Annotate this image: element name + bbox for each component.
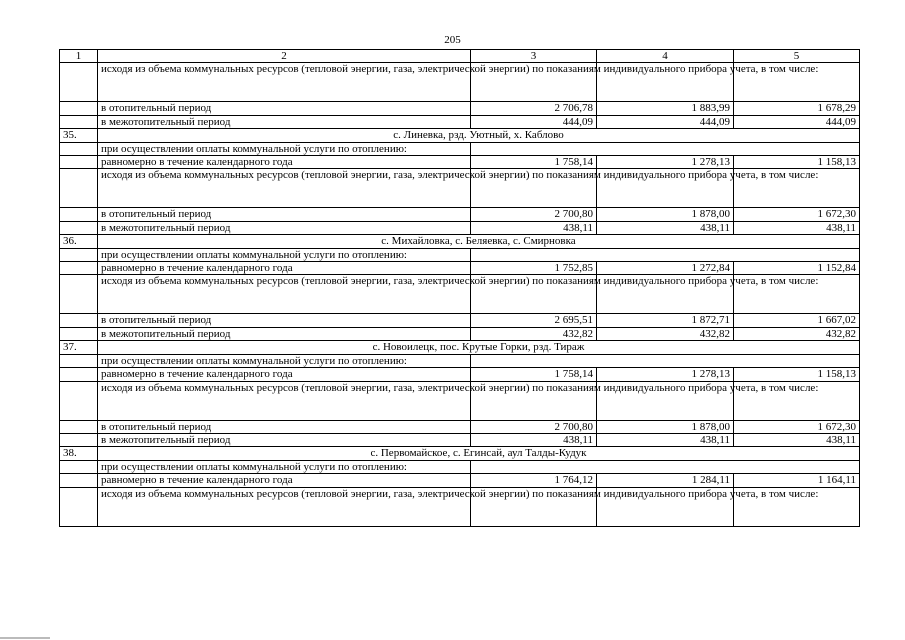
- value-col5: 444,09: [734, 115, 860, 128]
- row-number: 35.: [60, 129, 98, 142]
- header-cell-2: 2: [98, 50, 471, 63]
- row-label: в межотопительный период: [98, 327, 471, 340]
- value-col5: 1 672,30: [734, 420, 860, 433]
- table-row: [60, 156, 860, 169]
- value-col5: 438,11: [734, 433, 860, 446]
- row-label: в отопительный период: [98, 314, 471, 327]
- empty-cell: [471, 248, 860, 261]
- value-col3: 2 700,80: [471, 420, 597, 433]
- header-row: [60, 50, 860, 63]
- header-cell-1: 1: [60, 50, 98, 63]
- table-row: [60, 208, 860, 221]
- table-row: [60, 314, 860, 327]
- empty-cell: [471, 142, 860, 155]
- value-col4: 1 878,00: [597, 208, 734, 221]
- section-row: [60, 235, 860, 248]
- locality-heading: с. Первомайское, с. Егинсай, аул Талды-Кудук: [98, 447, 860, 460]
- tariff-table: [59, 49, 860, 527]
- value-col5: 1 158,13: [734, 368, 860, 381]
- row-label: равномерно в течение календарного года: [98, 368, 471, 381]
- empty-cell: [471, 460, 860, 473]
- value-col5: 1 152,84: [734, 262, 860, 275]
- subheading-row: [60, 248, 860, 261]
- table-row: [60, 474, 860, 487]
- table-row: [60, 262, 860, 275]
- subheading-row: [60, 142, 860, 155]
- value-col3: 1 758,14: [471, 156, 597, 169]
- row-label: исходя из объема коммунальных ресурсов (тепловой энергии, газа, электрической энергии) по показаниям индивидуального прибора учета, в том числе:: [98, 275, 471, 314]
- table-row: [60, 420, 860, 433]
- locality-heading: с. Михайловка, с. Беляевка, с. Смирновка: [98, 235, 860, 248]
- table-row: [60, 327, 860, 340]
- method-row: [60, 275, 860, 314]
- row-number: [60, 354, 98, 367]
- row-number: [60, 262, 98, 275]
- locality-heading: с. Линевка, рзд. Уютный, х. Каблово: [98, 129, 860, 142]
- row-label: равномерно в течение календарного года: [98, 474, 471, 487]
- row-number: [60, 487, 98, 526]
- row-number: [60, 275, 98, 314]
- table-row: [60, 368, 860, 381]
- row-label: при осуществлении оплаты коммунальной услуги по отоплению:: [98, 248, 471, 261]
- value-col4: 1 883,99: [597, 102, 734, 115]
- row-number: [60, 248, 98, 261]
- table-row: [60, 221, 860, 234]
- row-number: [60, 420, 98, 433]
- value-col4: 438,11: [597, 221, 734, 234]
- table-row: [60, 115, 860, 128]
- value-col3: 2 695,51: [471, 314, 597, 327]
- value-col4: 1 278,13: [597, 156, 734, 169]
- row-label: в межотопительный период: [98, 115, 471, 128]
- section-row: [60, 447, 860, 460]
- method-row: [60, 63, 860, 102]
- header-cell-4: 4: [597, 50, 734, 63]
- row-label: равномерно в течение календарного года: [98, 262, 471, 275]
- value-col5: 1 158,13: [734, 156, 860, 169]
- value-col5: 432,82: [734, 327, 860, 340]
- row-label: при осуществлении оплаты коммунальной услуги по отоплению:: [98, 142, 471, 155]
- value-col4: 1 872,71: [597, 314, 734, 327]
- locality-heading: с. Новоилецк, пос. Крутые Горки, рзд. Тираж: [98, 341, 860, 354]
- header-cell-3: 3: [471, 50, 597, 63]
- row-label: равномерно в течение календарного года: [98, 156, 471, 169]
- value-col5: 1 678,29: [734, 102, 860, 115]
- header-cell-5: 5: [734, 50, 860, 63]
- row-number: [60, 208, 98, 221]
- method-row: [60, 487, 860, 526]
- value-col3: 438,11: [471, 221, 597, 234]
- row-number: 36.: [60, 235, 98, 248]
- value-col5: 438,11: [734, 221, 860, 234]
- page-edge-mark: [0, 637, 50, 639]
- value-col4: 1 878,00: [597, 420, 734, 433]
- row-number: [60, 474, 98, 487]
- subheading-row: [60, 460, 860, 473]
- row-label: в межотопительный период: [98, 433, 471, 446]
- row-number: [60, 63, 98, 102]
- value-col3: 1 752,85: [471, 262, 597, 275]
- section-row: [60, 129, 860, 142]
- row-label: исходя из объема коммунальных ресурсов (тепловой энергии, газа, электрической энергии) по показаниям индивидуального прибора учета, в том числе:: [98, 487, 471, 526]
- value-col4: 1 278,13: [597, 368, 734, 381]
- row-number: [60, 142, 98, 155]
- method-row: [60, 169, 860, 208]
- row-label: в отопительный период: [98, 208, 471, 221]
- value-col5: 1 672,30: [734, 208, 860, 221]
- row-number: [60, 460, 98, 473]
- row-number: [60, 314, 98, 327]
- value-col3: 444,09: [471, 115, 597, 128]
- value-col4: 432,82: [597, 327, 734, 340]
- value-col3: 1 764,12: [471, 474, 597, 487]
- row-label: в межотопительный период: [98, 221, 471, 234]
- empty-cell: [471, 354, 860, 367]
- row-number: [60, 169, 98, 208]
- value-col4: 444,09: [597, 115, 734, 128]
- row-number: [60, 156, 98, 169]
- row-label: исходя из объема коммунальных ресурсов (тепловой энергии, газа, электрической энергии) по показаниям индивидуального прибора учета, в том числе:: [98, 169, 471, 208]
- value-col5: 1 164,11: [734, 474, 860, 487]
- row-label: исходя из объема коммунальных ресурсов (тепловой энергии, газа, электрической энергии) по показаниям индивидуального прибора учета, в том числе:: [98, 63, 471, 102]
- row-number: 37.: [60, 341, 98, 354]
- row-number: [60, 368, 98, 381]
- row-number: [60, 381, 98, 420]
- row-label: в отопительный период: [98, 420, 471, 433]
- value-col3: 432,82: [471, 327, 597, 340]
- method-row: [60, 381, 860, 420]
- row-number: 38.: [60, 447, 98, 460]
- row-label: при осуществлении оплаты коммунальной услуги по отоплению:: [98, 460, 471, 473]
- value-col3: 438,11: [471, 433, 597, 446]
- value-col5: 1 667,02: [734, 314, 860, 327]
- value-col3: 2 700,80: [471, 208, 597, 221]
- value-col3: 2 706,78: [471, 102, 597, 115]
- value-col3: 1 758,14: [471, 368, 597, 381]
- row-number: [60, 327, 98, 340]
- value-col4: 1 284,11: [597, 474, 734, 487]
- row-number: [60, 221, 98, 234]
- section-row: [60, 341, 860, 354]
- table-row: [60, 433, 860, 446]
- row-number: [60, 433, 98, 446]
- row-label: при осуществлении оплаты коммунальной услуги по отоплению:: [98, 354, 471, 367]
- subheading-row: [60, 354, 860, 367]
- row-label: в отопительный период: [98, 102, 471, 115]
- table-row: [60, 102, 860, 115]
- row-number: [60, 102, 98, 115]
- page-number: 205: [444, 34, 461, 46]
- row-label: исходя из объема коммунальных ресурсов (тепловой энергии, газа, электрической энергии) по показаниям индивидуального прибора учета, в том числе:: [98, 381, 471, 420]
- value-col4: 1 272,84: [597, 262, 734, 275]
- value-col4: 438,11: [597, 433, 734, 446]
- row-number: [60, 115, 98, 128]
